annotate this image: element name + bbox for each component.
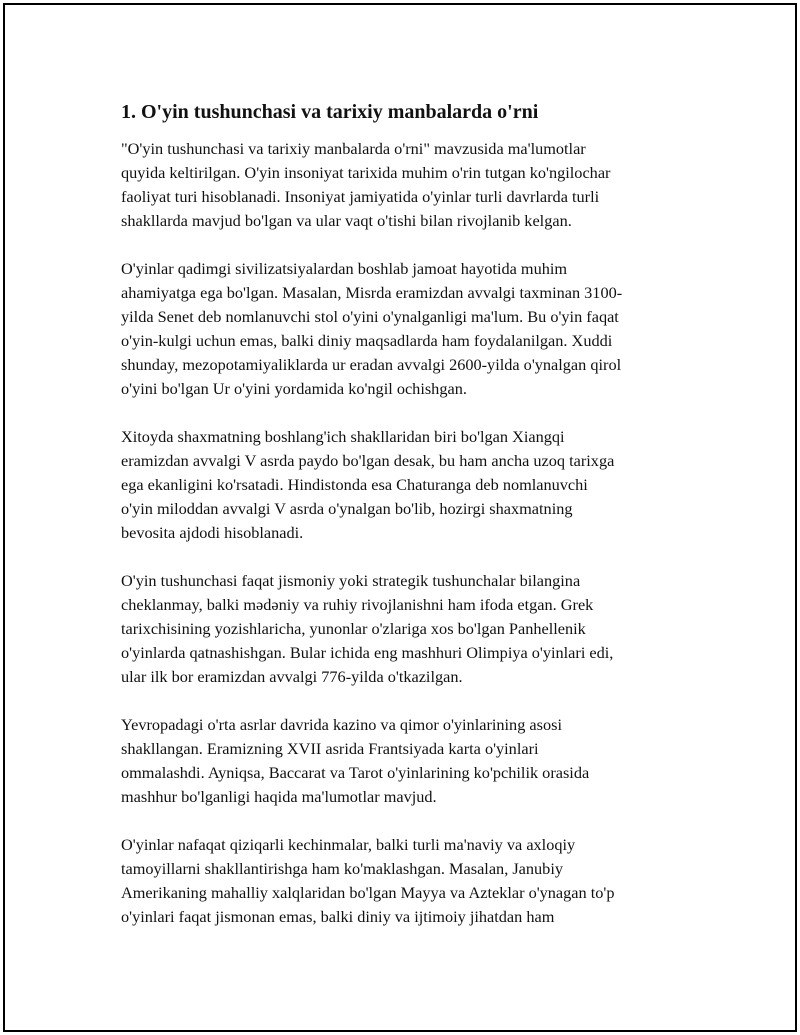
text-line: bevosita ajdodi hisoblanadi. [121, 523, 304, 542]
text-line: cheklanmay, balki mədəniy va ruhiy rivojlanishni ham ifoda etgan. Grek [121, 595, 594, 614]
text-line: o'yin miloddan avvalgi V asrda o'ynalgan bo'lib, hozirgi shaxmatning [121, 499, 573, 518]
text-line: faoliyat turi hisoblanadi. Insoniyat jamiyatida o'yinlar turli davrlarda turli [121, 187, 600, 206]
text-line: O'yinlar qadimgi sivilizatsiyalardan boshlab jamoat hayotida muhim [121, 259, 568, 278]
text-line: shakllarda mavjud bo'lgan va ular vaqt o'tishi bilan rivojlanib kelgan. [121, 211, 572, 230]
text-line: shunday, mezopotamiyaliklarda ur eradan avvalgi 2600-yilda o'ynalgan qirol [121, 355, 622, 374]
section-heading: 1. O'yin tushunchasi va tarixiy manbalarda o'rni [121, 101, 539, 123]
text-line: o'yini bo'lgan Ur o'yini yordamida ko'ngil ochishgan. [121, 379, 467, 398]
paragraph-1 [121, 137, 701, 233]
text-line: eramizdan avvalgi V asrda paydo bo'lgan desak, bu ham ancha uzoq tarixga [121, 451, 615, 470]
text-line: Xitoyda shaxmatning boshlang'ich shakllaridan biri bo'lgan Xiangqi [121, 427, 565, 446]
text-line: tamoyillarni shakllantirishga ham ko'maklashgan. Masalan, Janubiy [121, 859, 563, 878]
paragraph-6 [121, 833, 701, 929]
text-line: O'yinlar nafaqat qiziqarli kechinmalar, balki turli ma'naviy va axloqiy [121, 835, 576, 854]
text-line: ega ekanligini ko'rsatadi. Hindistonda esa Chaturanga deb nomlanuvchi [121, 475, 588, 494]
page-frame [3, 3, 797, 1032]
text-line: ommalashdi. Ayniqsa, Baccarat va Tarot o'yinlarining ko'pchilik orasida [121, 763, 590, 782]
paragraph-4 [121, 569, 701, 689]
text-line: "O'yin tushunchasi va tarixiy manbalarda o'rni" mavzusida ma'lumotlar [121, 139, 586, 158]
text-line: Amerikaning mahalliy xalqlaridan bo'lgan Mayya va Azteklar o'ynagan to'p [121, 883, 615, 902]
text-line: O'yin tushunchasi faqat jismoniy yoki strategik tushunchalar bilangina [121, 571, 581, 590]
text-line: mashhur bo'lganligi haqida ma'lumotlar mavjud. [121, 787, 437, 806]
text-line: tarixchisining yozishlaricha, yunonlar o'zlariga xos bo'lgan Panhellenik [121, 619, 586, 638]
paragraph-5 [121, 713, 701, 809]
text-line: ular ilk bor eramizdan avvalgi 776-yilda o'tkazilgan. [121, 667, 463, 686]
text-line: o'yin-kulgi uchun emas, balki diniy maqsadlarda ham foydalanilgan. Xuddi [121, 331, 613, 350]
text-line: ahamiyatga ega bo'lgan. Masalan, Misrda eramizdan avvalgi taxminan 3100- [121, 283, 623, 302]
document-body [121, 99, 701, 953]
paragraph-2 [121, 257, 701, 401]
paragraph-3 [121, 425, 701, 545]
text-line: o'yinlarda qatnashishgan. Bular ichida eng mashhuri Olimpiya o'yinlari edi, [121, 643, 614, 662]
text-line: quyida keltirilgan. O'yin insoniyat tarixida muhim o'rin tutgan ko'ngilochar [121, 163, 611, 182]
text-line: yilda Senet deb nomlanuvchi stol o'yini o'ynalganligi ma'lum. Bu o'yin faqat [121, 307, 619, 326]
text-line: o'yinlari faqat jismonan emas, balki diniy va ijtimoiy jihatdan ham [121, 907, 555, 926]
text-line: Yevropadagi o'rta asrlar davrida kazino va qimor o'yinlarining asosi [121, 715, 562, 734]
text-line: shakllangan. Eramizning XVII asrida Frantsiyada karta o'yinlari [121, 739, 539, 758]
